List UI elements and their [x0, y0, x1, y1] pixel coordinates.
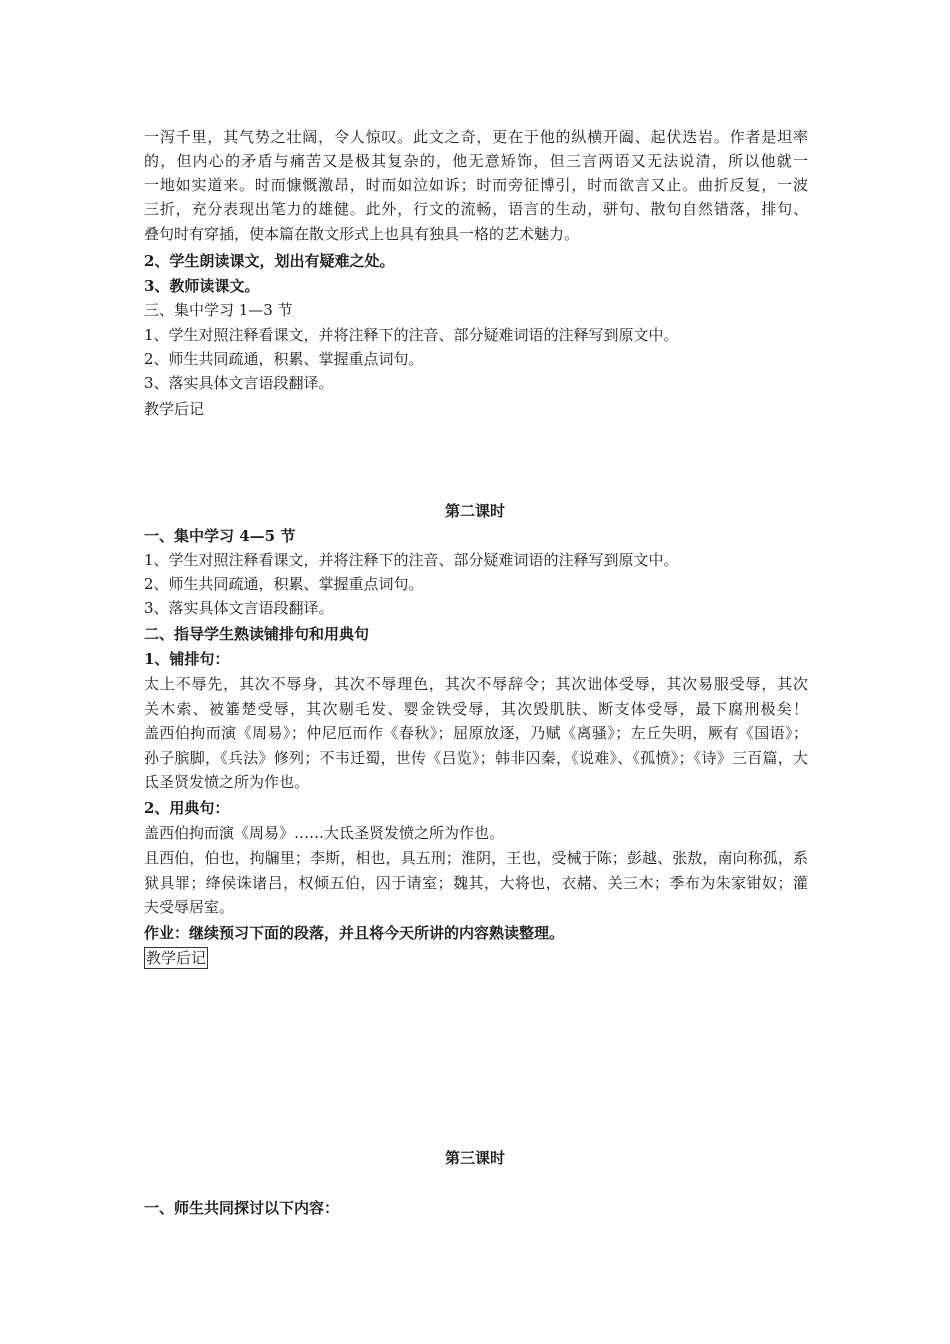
quote-line: 狱具罪；绛侯诛诸吕，权倾五伯，囚于请室；魏其，大将也，衣赭、关三木；季布为朱家钳奴；灌: [144, 874, 808, 892]
list-item: 1、学生对照注释看课文，并将注释下的注音、部分疑难词语的注释写到原文中。: [144, 326, 679, 344]
paragraph-line: 一地如实道来。时而慷慨激昂，时而如泣如诉；时而旁征博引，时而欲言又止。曲折反复，一波: [144, 176, 808, 194]
paragraph-line: 一泻千里，其气势之壮阔，令人惊叹。此文之奇，更在于他的纵横开阖、起伏迭岩。作者是坦率: [144, 128, 808, 146]
homework-text: 作业：继续预习下面的段落，并且将今天所讲的内容熟读整理。: [144, 924, 565, 942]
list-item: 3、落实具体文言语段翻译。: [144, 599, 334, 617]
quote-line: 盖西伯拘而演《周易》……大氐圣贤发愤之所为作也。: [144, 824, 505, 842]
section-heading: 一、集中学习 4—5 节: [144, 527, 296, 545]
list-item: 1、学生对照注释看课文，并将注释下的注音、部分疑难词语的注释写到原文中。: [144, 551, 679, 569]
quote-line: 且西伯，伯也，拘牖里；李斯，相也，具五刑；淮阴，王也，受械于陈；彭越、张敖，南向称孤，系: [144, 849, 808, 867]
sub-heading: 2、用典句：: [144, 799, 230, 817]
paragraph-line: 叠句时有穿插，使本篇在散文形式上也具有独具一格的艺术魅力。: [144, 225, 580, 243]
step-heading: 2、学生朗读课文，划出有疑难之处。: [144, 252, 395, 270]
teaching-notes-label: 教学后记: [146, 949, 207, 967]
quote-line: 关木索、被箠楚受辱，其次剔毛发、婴金铁受辱，其次毁肌肤、断支体受辱，最下腐刑极矣！: [144, 700, 808, 718]
section-heading: 三、集中学习 1—3 节: [144, 301, 293, 319]
teaching-notes-label-boxed: [144, 946, 808, 970]
section-heading: 一、师生共同探讨以下内容：: [144, 1199, 340, 1217]
quote-line: 孙子膑脚，《兵法》修列；不韦迁蜀，世传《吕览》；韩非囚秦，《说难》、《孤愤》；《诗》三百篇，大: [144, 749, 808, 767]
quote-line: 太上不辱先，其次不辱身，其次不辱理色，其次不辱辞令；其次诎体受辱，其次易服受辱，其次: [144, 675, 808, 693]
list-item: 2、师生共同疏通，积累、掌握重点词句。: [144, 575, 424, 593]
lesson-title: 第三课时: [444, 1149, 505, 1167]
quote-line: 夫受辱居室。: [144, 898, 235, 916]
quote-line: 氐圣贤发愤之所为作也。: [144, 773, 310, 791]
step-heading: 3、教师读课文。: [144, 277, 260, 295]
list-item: 2、师生共同疏通，积累、掌握重点词句。: [144, 350, 424, 368]
quote-line: 盖西伯拘而演《周易》；仲尼厄而作《春秋》；屈原放逐，乃赋《离骚》；左丘失明，厥有《国语》；: [144, 724, 808, 742]
teaching-notes-label: 教学后记: [144, 400, 205, 418]
section-heading: 二、指导学生熟读铺排句和用典句: [144, 625, 370, 643]
paragraph-line: 的，但内心的矛盾与痛苦又是极其复杂的，他无意矫饰，但三言两语又无法说清，所以他就一: [144, 152, 808, 170]
paragraph-line: 三折，充分表现出笔力的雄健。此外，行文的流畅，语言的生动，骈句、散句自然错落，排句、: [144, 200, 808, 218]
sub-heading: 1、铺排句：: [144, 650, 230, 668]
lesson-title: 第二课时: [444, 502, 505, 520]
list-item: 3、落实具体文言语段翻译。: [144, 374, 334, 392]
